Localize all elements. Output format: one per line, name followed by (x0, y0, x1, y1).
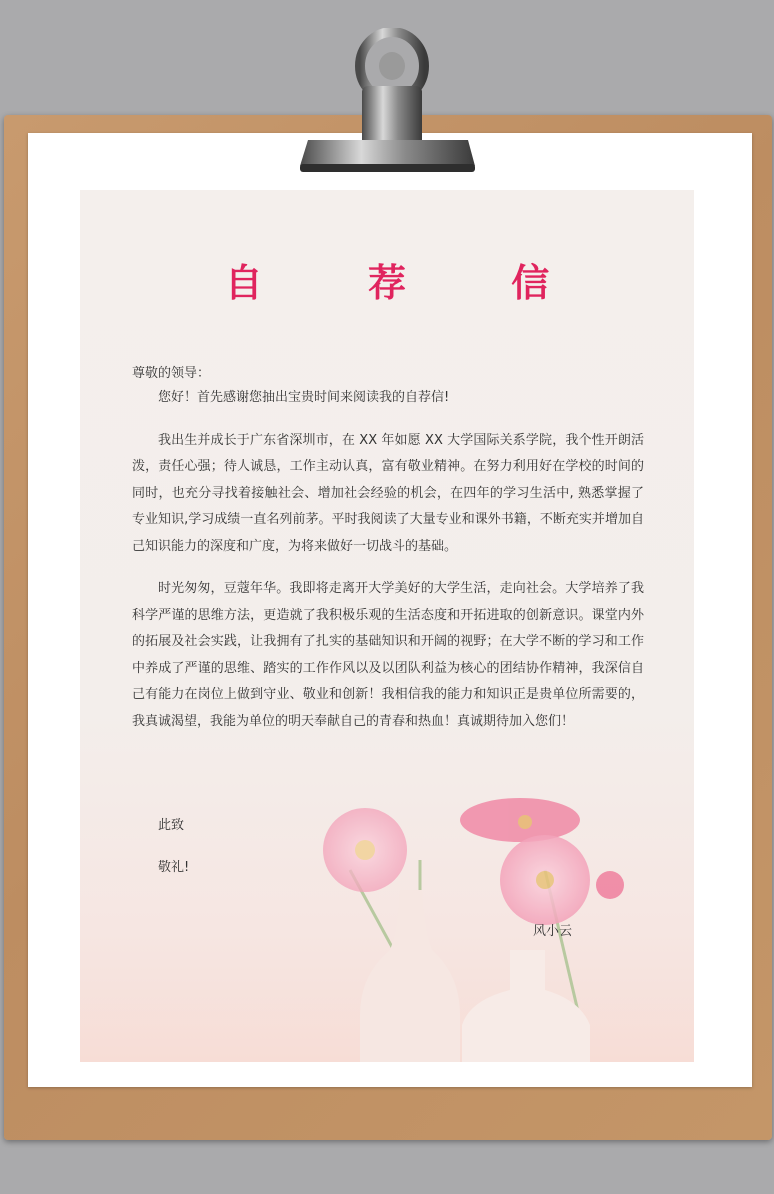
greeting-line: 您好！首先感谢您抽出宝贵时间来阅读我的自荐信! (158, 390, 450, 405)
letter-title: 自 荐 信 (224, 261, 596, 305)
signature: 风小云 (533, 924, 573, 939)
closing-salute: 敬礼! (158, 860, 190, 875)
letter-body (132, 385, 644, 751)
flower-vase-illustration (280, 750, 694, 1062)
paragraph-2: 时光匆匆，豆蔻年华。我即将走离开大学美好的大学生活，走向社会。大学培养了我科学严谨的思维方法，更造就了我积极乐观的生活态度和开拓进取的创新意识。课堂内外的拓展及社会实践，让我拥有了扎实的基础知识和开阔的视野；在大学不断的学习和工作中养成了严谨的思维、踏实的工作作风以及以团队利益为核心的团结协作精神，我深信自己有能力在岗位上做到守业、敬业和创新！我相信我的能力和知识正是贵单位所需要的，我真诚渴望，我能为单位的明天奉献自己的青春和热血！真诚期待加入您们！ (132, 581, 644, 729)
binder-clip-icon (300, 28, 475, 180)
salutation: 尊敬的领导： (132, 366, 211, 381)
paragraph-1: 我出生并成长于广东省深圳市，在 XX 年如愿 XX 大学国际关系学院，我个性开朗活泼，责任心强；待人诚恳，工作主动认真，富有敬业精神。在努力利用好在学校的时间的同时，也充分寻找着接触社会、增加社会经验的机会，在四年的学习生活中, 熟悉掌握了专业知识,学习成绩一直名列前茅。平时我阅读了大量专业和课外书籍，不断充实并增加自己知识能力的深度和广度，为将来做好一切战斗的基础。 (132, 432, 644, 554)
letter-sheet (80, 190, 694, 1062)
closing-regards: 此致 (158, 818, 185, 833)
